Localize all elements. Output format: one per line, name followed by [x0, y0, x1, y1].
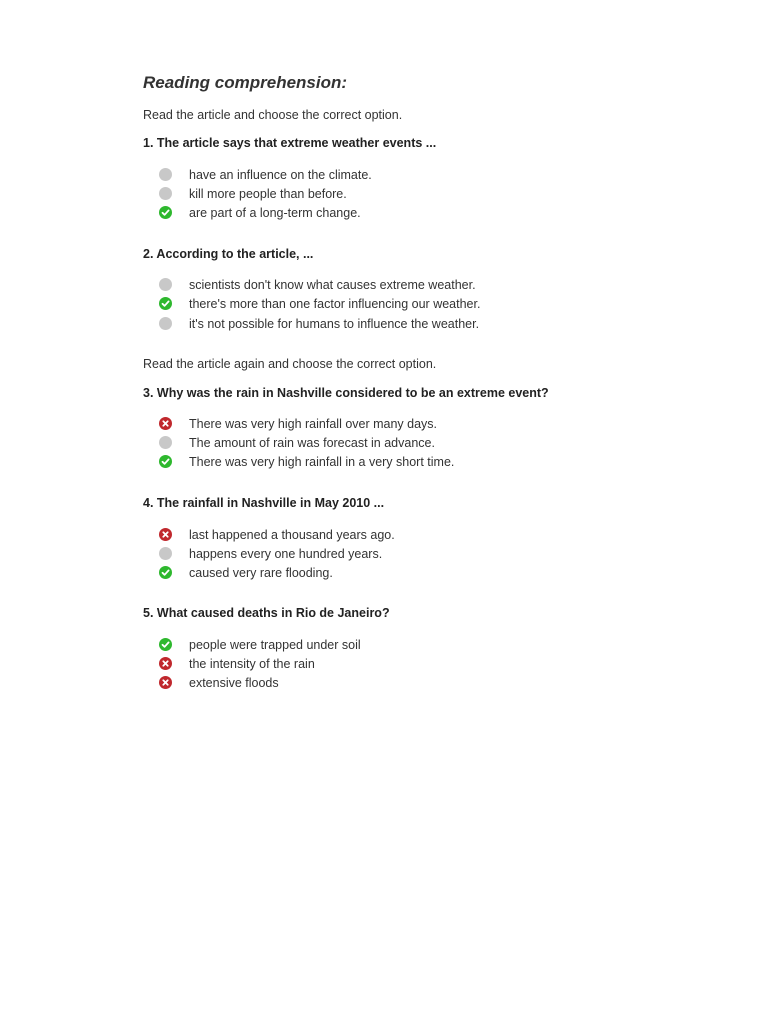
option-q3-a[interactable] — [159, 414, 437, 433]
x-circle-icon[interactable] — [159, 657, 172, 670]
page-title: Reading comprehension: — [143, 73, 348, 92]
option-q3-b[interactable] — [159, 433, 435, 452]
option-q2-a[interactable] — [159, 275, 476, 294]
x-circle-icon[interactable] — [159, 417, 172, 430]
option-q2-b[interactable] — [159, 294, 480, 313]
option-q4-a[interactable] — [159, 525, 395, 544]
instruction-2: Read the article again and choose the correct option. — [143, 357, 437, 371]
question-3: 3. Why was the rain in Nashville considered to be an extreme event? — [143, 386, 549, 400]
empty-circle-icon[interactable] — [159, 278, 172, 291]
option-q3-c[interactable] — [159, 452, 454, 471]
x-circle-icon[interactable] — [159, 676, 172, 689]
check-circle-icon[interactable] — [159, 206, 172, 219]
option-q5-c[interactable] — [159, 673, 279, 692]
option-label: last happened a thousand years ago. — [189, 527, 395, 542]
option-label: it's not possible for humans to influence the weather. — [189, 316, 480, 331]
option-label: There was very high rainfall over many days. — [189, 416, 438, 431]
check-circle-icon[interactable] — [159, 638, 172, 651]
question-1: 1. The article says that extreme weather events ... — [143, 136, 437, 150]
option-q5-a[interactable] — [159, 635, 361, 654]
option-label: are part of a long-term change. — [189, 205, 361, 220]
option-q1-a[interactable] — [159, 165, 372, 184]
option-label: extensive floods — [189, 675, 279, 690]
option-label: happens every one hundred years. — [189, 546, 383, 561]
check-circle-icon[interactable] — [159, 297, 172, 310]
option-q4-c[interactable] — [159, 563, 333, 582]
check-circle-icon[interactable] — [159, 455, 172, 468]
check-circle-icon[interactable] — [159, 566, 172, 579]
option-q1-c[interactable] — [159, 203, 361, 222]
option-q2-c[interactable] — [159, 314, 479, 333]
question-5: 5. What caused deaths in Rio de Janeiro? — [143, 606, 390, 620]
option-label: kill more people than before. — [189, 186, 347, 201]
option-label: caused very rare flooding. — [189, 565, 333, 580]
instruction-1: Read the article and choose the correct option. — [143, 108, 403, 122]
x-circle-icon[interactable] — [159, 528, 172, 541]
option-q4-b[interactable] — [159, 544, 382, 563]
option-q5-b[interactable] — [159, 654, 315, 673]
option-label: scientists don't know what causes extreme weather. — [189, 277, 476, 292]
question-2: 2. According to the article, ... — [143, 247, 314, 261]
option-label: The amount of rain was forecast in advance. — [189, 435, 435, 450]
empty-circle-icon[interactable] — [159, 547, 172, 560]
empty-circle-icon[interactable] — [159, 168, 172, 181]
option-label: have an influence on the climate. — [189, 167, 372, 182]
empty-circle-icon[interactable] — [159, 436, 172, 449]
option-label: the intensity of the rain — [189, 656, 315, 671]
option-label: people were trapped under soil — [189, 637, 361, 652]
option-label: There was very high rainfall in a very short time. — [189, 454, 455, 469]
question-4: 4. The rainfall in Nashville in May 2010 ... — [143, 496, 385, 510]
option-label: there's more than one factor influencing our weather. — [189, 296, 481, 311]
empty-circle-icon[interactable] — [159, 187, 172, 200]
option-q1-b[interactable] — [159, 184, 347, 203]
empty-circle-icon[interactable] — [159, 317, 172, 330]
